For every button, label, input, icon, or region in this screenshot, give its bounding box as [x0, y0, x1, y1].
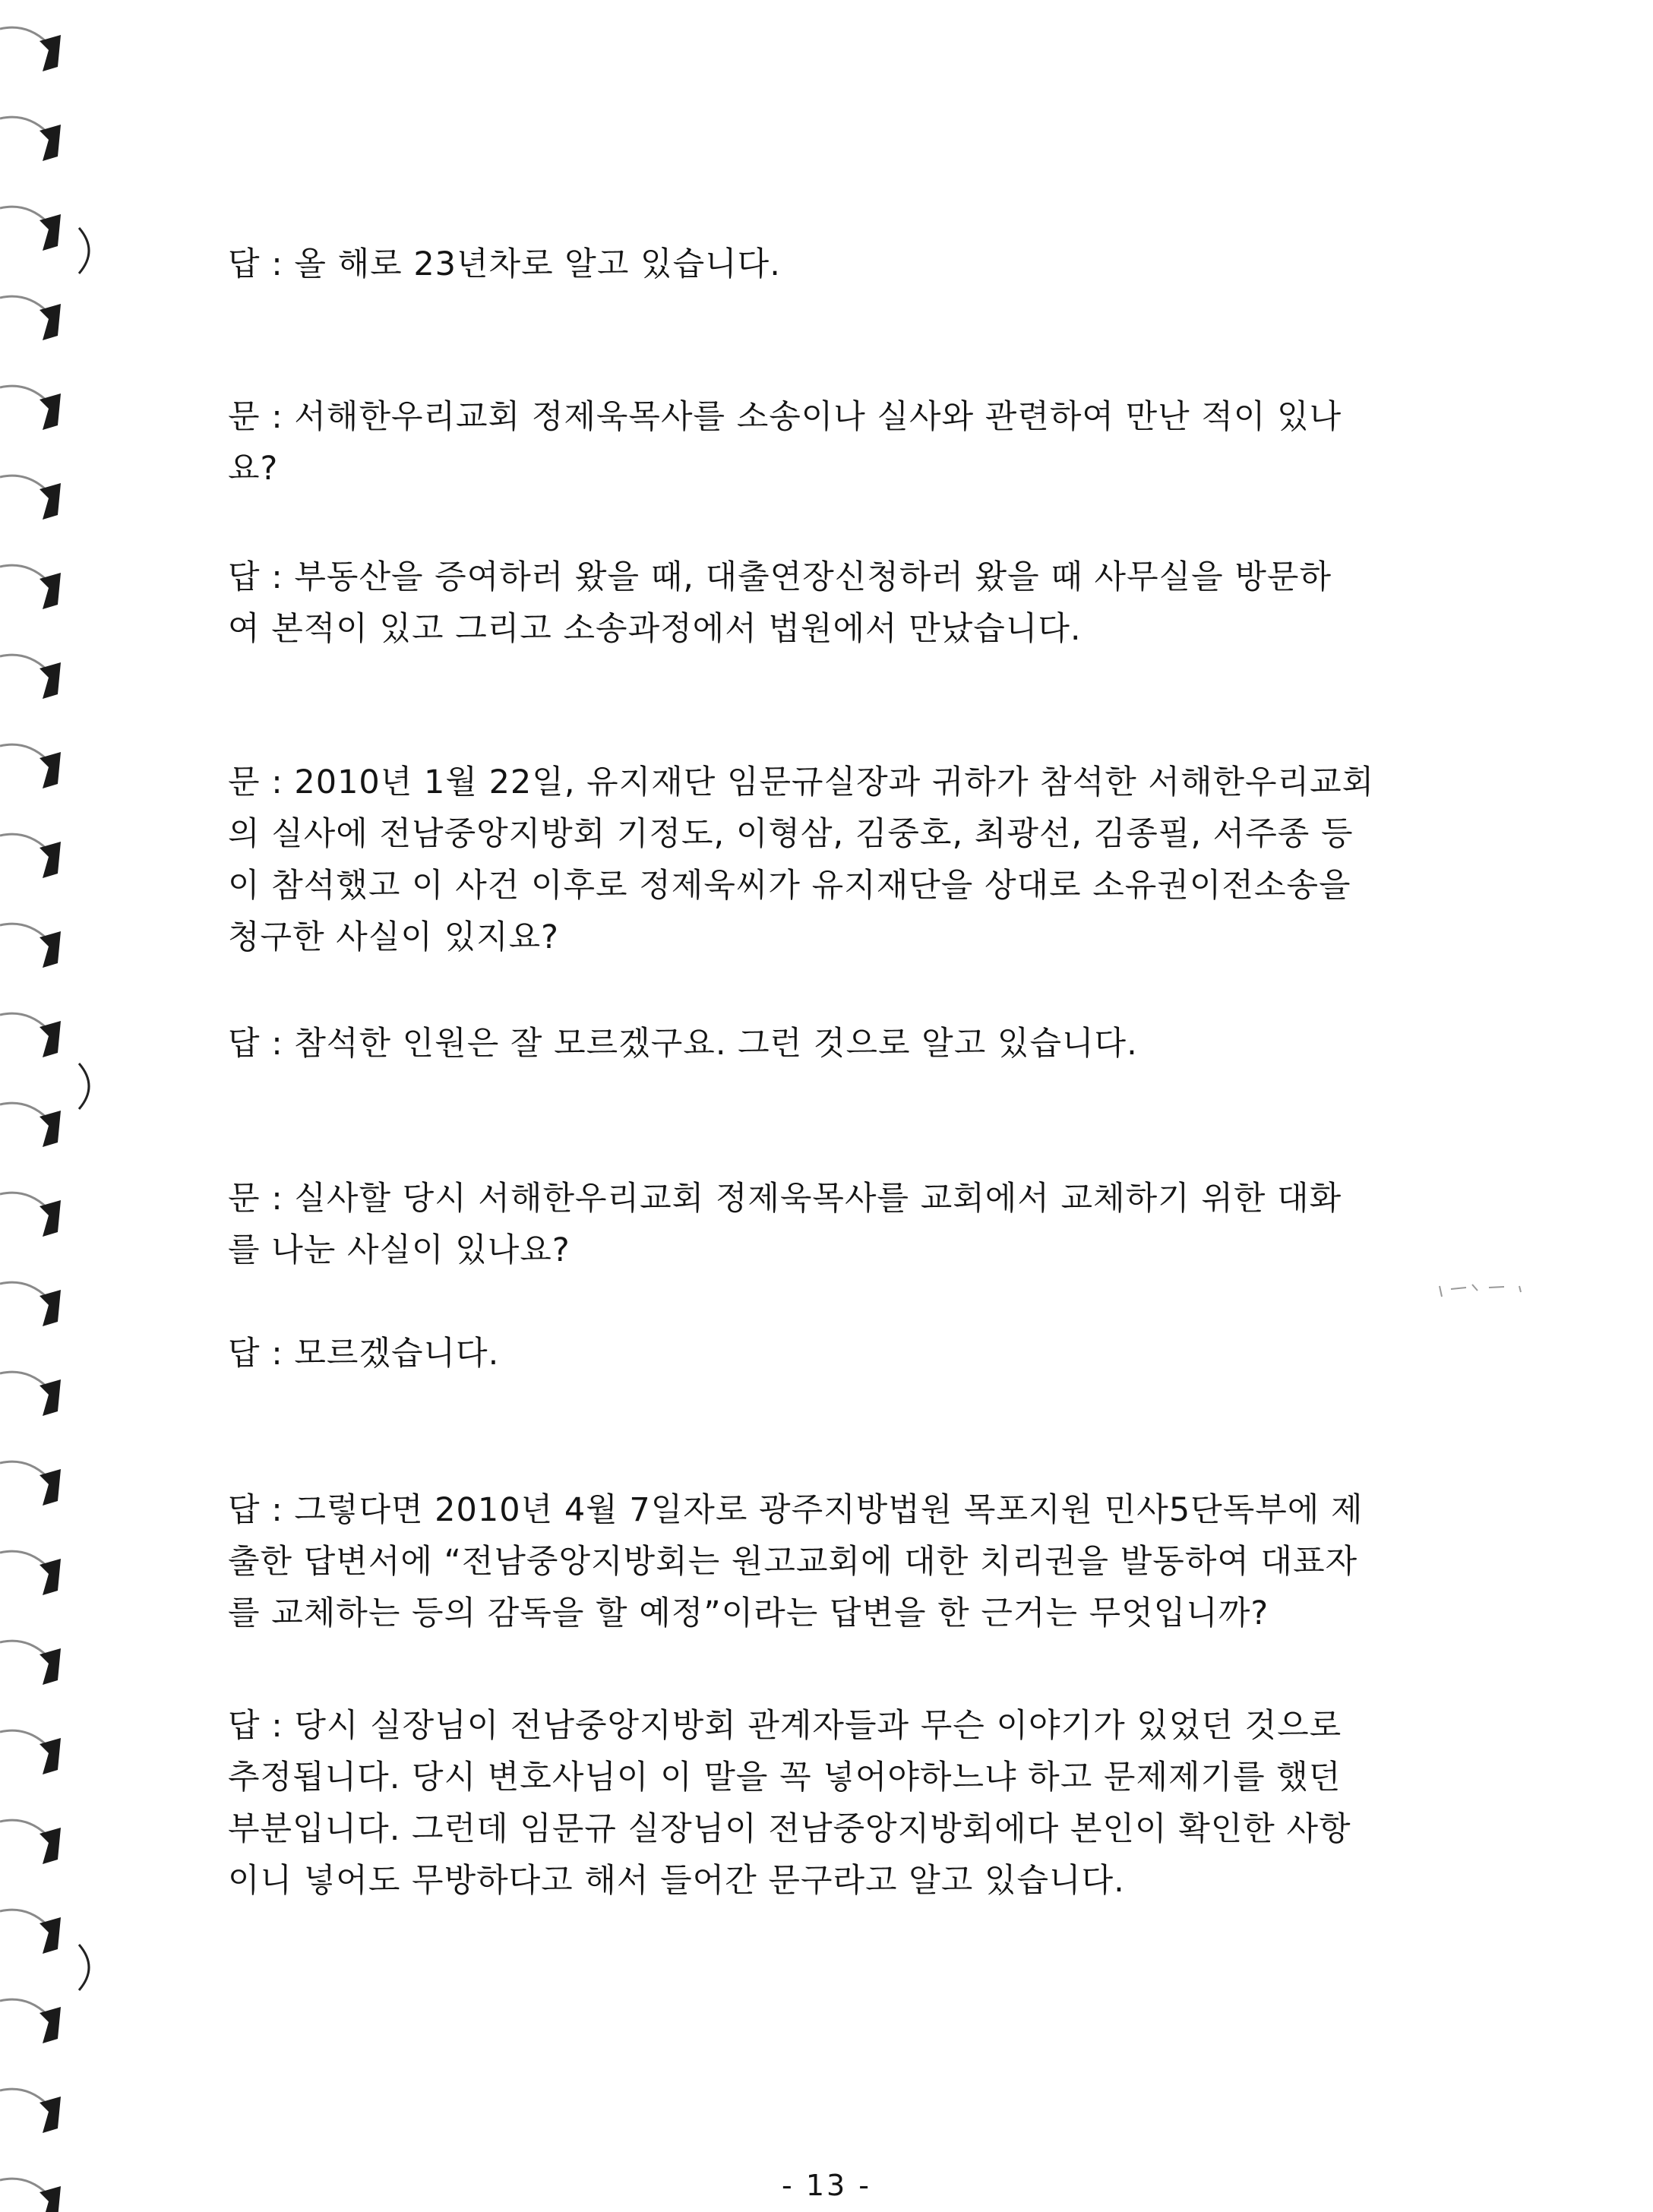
- binding-hole-mark: [0, 27, 61, 71]
- binding-hole-mark: [0, 1551, 61, 1595]
- text-line: 를 교체하는 등의 감독을 할 예정”이라는 답변을 한 근거는 무엇입니까?: [228, 1594, 1269, 1632]
- answer-block-1: [228, 239, 1428, 290]
- binding-hole-mark: [0, 1372, 61, 1416]
- text-line: 답 : 참석한 인원은 잘 모르겠구요. 그런 것으로 알고 있습니다.: [228, 1025, 1138, 1063]
- answer-block-2: [228, 551, 1428, 655]
- answer-block-4: [228, 1328, 1428, 1379]
- binding-hole-mark: [0, 1730, 61, 1774]
- binding-hole-mark: [0, 1103, 61, 1147]
- scan-speck: [1436, 1280, 1542, 1303]
- answer-block-5: [228, 1484, 1428, 1639]
- text-line: 부분입니다. 그런데 임문규 실장님이 전남중앙지방회에다 본인이 확인한 사항: [228, 1810, 1351, 1848]
- binding-hole-mark: [0, 1999, 61, 2043]
- text-line: 이 참석했고 이 사건 이후로 정제욱씨가 유지재단을 상대로 소유권이전소송을: [228, 867, 1351, 905]
- text-line: 요?: [228, 450, 279, 488]
- text-line: 출한 답변서에 “전남중앙지방회는 원고교회에 대한 치리권을 발동하여 대표자: [228, 1543, 1358, 1581]
- question-block-2: [228, 757, 1428, 963]
- binding-hole-mark: [0, 834, 61, 878]
- binding-hole-mark: [0, 655, 61, 699]
- binding-hole-mark: [0, 207, 61, 251]
- text-line: 답 : 모르겠습니다.: [228, 1335, 500, 1373]
- question-block-3: [228, 1173, 1428, 1276]
- binding-hole-mark: [0, 1641, 61, 1685]
- text-line: 의 실사에 전남중앙지방회 기정도, 이형삼, 김중호, 최광선, 김종필, 서주종 등: [228, 815, 1354, 853]
- question-block-1: [228, 391, 1428, 495]
- text-line: 문 : 실사할 당시 서해한우리교회 정제욱목사를 교회에서 교체하기 위한 대화: [228, 1180, 1342, 1218]
- binding-hole-mark: [0, 1462, 61, 1506]
- text-line: 여 본적이 있고 그리고 소송과정에서 법원에서 만났습니다.: [228, 610, 1082, 648]
- answer-block-3: [228, 1018, 1428, 1070]
- binding-hole-mark: [0, 296, 61, 340]
- binding-hole-mark: [0, 117, 61, 161]
- text-line: 이니 넣어도 무방하다고 해서 들어간 문구라고 알고 있습니다.: [228, 1862, 1125, 1900]
- pen-mark: [79, 1945, 89, 1990]
- binding-hole-mark: [0, 565, 61, 609]
- binding-hole-mark: [0, 1193, 61, 1237]
- text-line: 문 : 2010년 1월 22일, 유지재단 임문규실장과 귀하가 참석한 서해한우리교회: [228, 763, 1375, 801]
- answer-block-6: [228, 1700, 1428, 1907]
- text-line: 답 : 그렇다면 2010년 4월 7일자로 광주지방법원 목포지원 민사5단독부에 제: [228, 1491, 1364, 1529]
- binding-hole-mark: [0, 1013, 61, 1057]
- binding-hole-mark: [0, 2089, 61, 2133]
- binding-hole-mark: [0, 1910, 61, 1954]
- pen-mark: [79, 1063, 89, 1109]
- text-line: 를 나눈 사실이 있나요?: [228, 1231, 570, 1269]
- binding-marks: [0, 0, 114, 2212]
- text-line: 답 : 당시 실장님이 전남중앙지방회 관계자들과 무슨 이야기가 있었던 것으로: [228, 1707, 1342, 1745]
- binding-hole-mark: [0, 386, 61, 430]
- text-line: 답 : 올 해로 23년차로 알고 있습니다.: [228, 245, 781, 283]
- text-line: 추정됩니다. 당시 변호사님이 이 말을 꼭 넣어야하느냐 하고 문제제기를 했던: [228, 1759, 1342, 1796]
- binding-hole-mark: [0, 476, 61, 520]
- pen-mark: [79, 228, 89, 273]
- binding-hole-mark: [0, 744, 61, 788]
- binding-hole-mark: [0, 1282, 61, 1326]
- text-line: 답 : 부동산을 증여하러 왔을 때, 대출연장신청하러 왔을 때 사무실을 방문하: [228, 558, 1332, 596]
- text-line: 문 : 서해한우리교회 정제욱목사를 소송이나 실사와 관련하여 만난 적이 있나: [228, 398, 1342, 436]
- binding-hole-mark: [0, 1820, 61, 1864]
- page-number: - 13 -: [782, 2169, 871, 2202]
- text-line: 청구한 사실이 있지요?: [228, 918, 560, 956]
- binding-hole-mark: [0, 924, 61, 968]
